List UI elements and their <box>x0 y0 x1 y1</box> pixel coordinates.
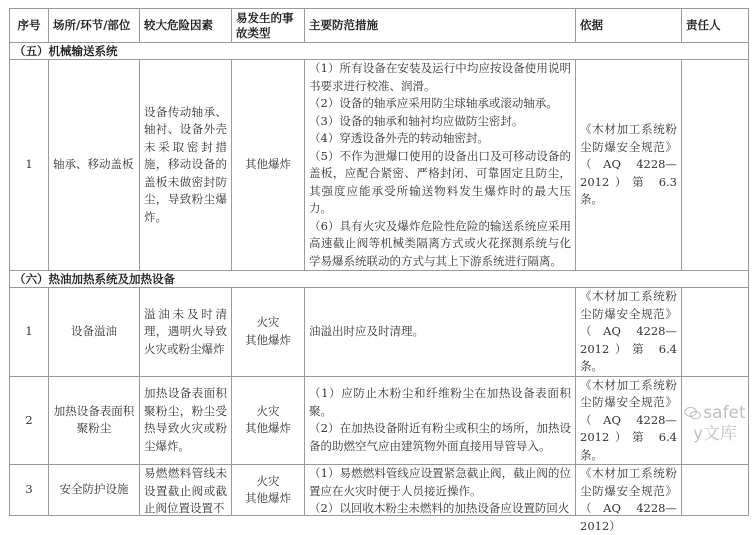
hazard-table <box>9 8 749 533</box>
accident-type: 火灾 <box>256 403 280 418</box>
section-title: （六）热油加热系统及加热设备 <box>10 271 749 288</box>
row-measures <box>305 376 576 465</box>
row-owner <box>682 465 749 516</box>
row-no: 3 <box>10 465 49 516</box>
header-place: 场所/环节/部位 <box>49 9 140 43</box>
row-accident <box>232 376 305 465</box>
row-measures <box>305 288 576 377</box>
header-no: 序号 <box>10 9 49 43</box>
measure: （6）具有火灾及爆炸危险性危险的输送系统应采用高速截止阀等机械类隔离方式或火花探测系统与化学易爆系统联动的方式与其上下游系统进行隔离。 <box>309 218 571 268</box>
measure: （2）设备的轴承应采用防尘球轴承或滚动轴承。 <box>309 96 558 110</box>
measure: （2）以回收木粉尘未燃料的加热设备应设置防回火 <box>309 501 570 515</box>
row-measures <box>305 465 576 516</box>
table-row <box>10 288 749 377</box>
accident-type: 其他爆炸 <box>245 157 291 172</box>
table-row <box>10 60 749 271</box>
row-place: 加热设备表面积聚粉尘 <box>49 376 140 465</box>
measure: （4）穿透设备外壳的转动轴密封。 <box>309 131 489 145</box>
row-hazard: 溢油未及时清理，遇明火导致火灾或粉尘爆炸 <box>140 288 232 377</box>
table-row <box>10 376 749 465</box>
accident-type: 其他爆炸 <box>245 421 291 436</box>
row-owner <box>682 288 749 377</box>
measure: 油溢出时应及时清理。 <box>309 324 424 338</box>
row-basis: 《木材加工系统粉尘防爆安全规范》（AQ 4228—2012）第 6.3 条。 <box>576 60 682 271</box>
measure: （1）应防止木粉尘和纤维粉尘在加热设备表面积聚。 <box>309 386 571 418</box>
section-title: （五）机械输送系统 <box>10 43 749 60</box>
watermark-text: safety文库 <box>692 403 746 444</box>
measure: （5）不作为泄爆口使用的设备出口及可移动设备的盖板，应配合紧密、严格封闭、可靠固定且防尘，其强度应能承受所输送物料发生爆炸时的最大压力。 <box>309 148 571 215</box>
row-no: 1 <box>10 288 49 377</box>
row-owner <box>682 60 749 271</box>
row-basis <box>576 465 682 533</box>
row-accident <box>232 465 305 516</box>
row-basis: 《木材加工系统粉尘防爆安全规范》（AQ 4228—2012）第 6.4 条。 <box>576 288 682 377</box>
row-basis: 《木材加工系统粉尘防爆安全规范》（AQ 4228—2012）第 6.4 条。 <box>576 376 682 465</box>
measure: （1）易燃燃料管线应设置紧急截止阀，截止阀的位置应在火灾时便于人员接近操作。 <box>309 466 571 498</box>
row-accident <box>232 60 305 271</box>
hazard-text: 易燃燃料管线未设置截止阀或截止阀位置设置不 <box>144 466 227 515</box>
row-hazard <box>140 465 232 516</box>
header-measures: 主要防范措施 <box>305 9 576 43</box>
header-row <box>10 9 749 43</box>
basis-text: 《木材加工系统粉尘防爆安全规范》（AQ 4228—2012） <box>580 466 677 533</box>
measure: （3）设备的轴承和轴衬均应做防尘密封。 <box>309 113 524 128</box>
accident-type: 火灾 <box>256 473 280 488</box>
header-hazard: 较大危险因素 <box>140 9 232 43</box>
wechat-icon <box>684 406 702 421</box>
row-hazard: 加热设备表面积聚粉尘，粉尘受热导致火灾或粉尘爆炸。 <box>140 376 232 465</box>
row-measures <box>305 60 576 271</box>
header-basis: 依据 <box>576 9 682 43</box>
row-hazard: 设备传动轴承、轴衬、设备外壳未采取密封措施，移动设备的盖板未做密封防尘，导致粉尘爆炸。 <box>140 60 232 271</box>
watermark <box>684 403 746 445</box>
header-owner: 责任人 <box>682 9 749 43</box>
measure: （2）在加热设备附近有粉尘或积尘的场所，加热设备的助燃空气应由建筑物外面直接用导管导入。 <box>309 421 571 453</box>
row-accident <box>232 288 305 377</box>
table-row <box>10 465 749 516</box>
row-no: 1 <box>10 60 49 271</box>
section-row <box>10 271 749 288</box>
accident-type: 火灾 <box>256 315 280 330</box>
accident-type: 其他爆炸 <box>245 332 291 347</box>
accident-type: 其他爆炸 <box>245 491 291 505</box>
header-accident: 易发生的事故类型 <box>232 9 305 43</box>
section-row <box>10 43 749 60</box>
row-place: 安全防护设施 <box>49 465 140 516</box>
measure: （1）所有设备在安装及运行中均应按设备使用说明书要求进行校准、润滑。 <box>309 61 571 93</box>
row-place: 轴承、移动盖板 <box>49 60 140 271</box>
row-place: 设备溢油 <box>49 288 140 377</box>
row-no: 2 <box>10 376 49 465</box>
